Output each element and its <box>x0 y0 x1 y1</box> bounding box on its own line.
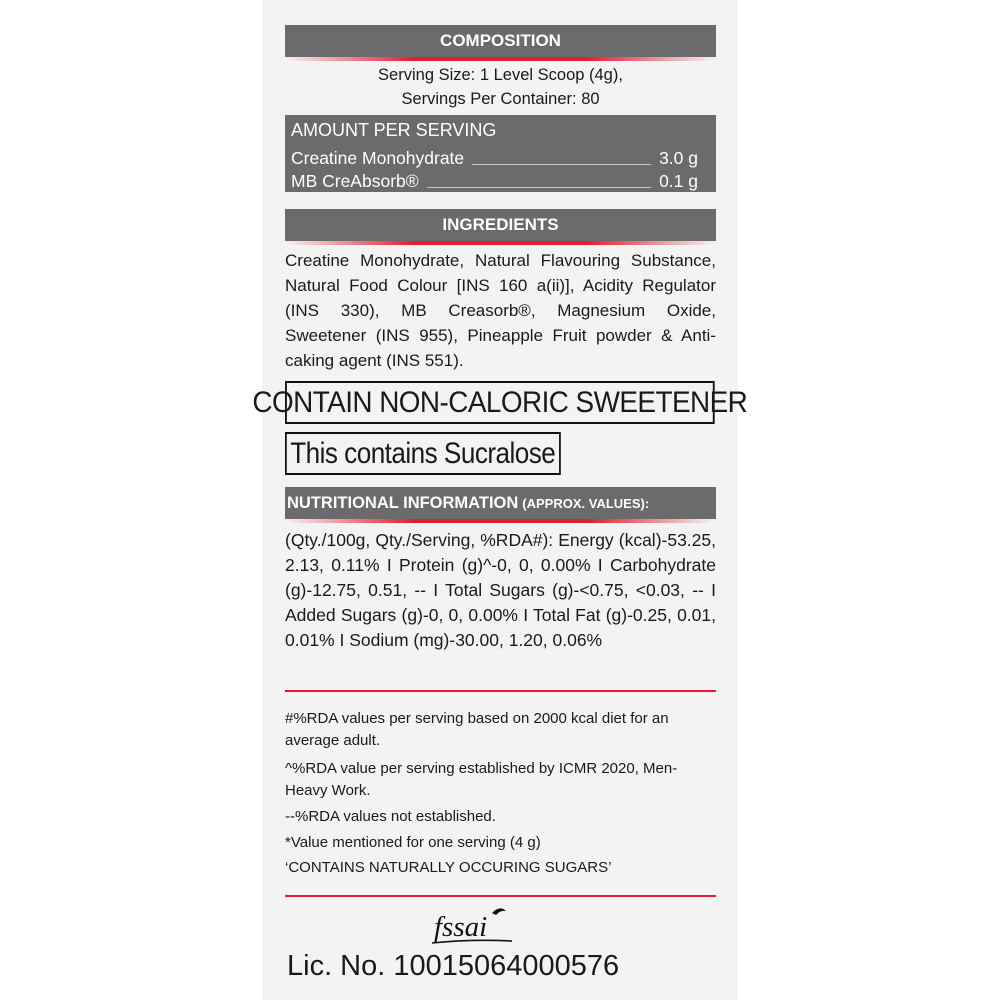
amount-per-serving-box <box>285 115 716 192</box>
divider <box>285 895 716 897</box>
nutrition-text: (Qty./100g, Qty./Serving, %RDA#): Energy (kcal)-53.25, 2.13, 0.11% I Protein (g)^-0, 0, 0.00% I Carbohydrate (g)-12.75, 0.51, -- I Total Sugars (g)-<0.75, <0.03, -- I Added Sugars (g)-0, 0, 0.00% I Total Fat (g)-0.25, 0.01, 0.01% I Sodium (mg)-30.00, 1.20, 0.06% <box>285 530 716 650</box>
icmr-note: ^%RDA value per serving established by ICMR 2020, Men-Heavy Work. <box>285 760 678 799</box>
fssai-logo <box>430 903 516 951</box>
ingredient-amount: 3.0 g <box>659 147 698 168</box>
amount-per-serving-title: AMOUNT PER SERVING <box>291 120 497 140</box>
composition-heading-text: COMPOSITION <box>440 31 561 50</box>
ingredients-heading-text: INGREDIENTS <box>442 215 559 234</box>
ingredient-name: Creatine Monohydrate <box>291 147 465 168</box>
divider <box>285 690 716 692</box>
leader-line <box>427 187 651 188</box>
composition-heading <box>285 25 716 57</box>
composition-row <box>291 147 698 169</box>
nutrition-heading-text: NUTRITIONAL INFORMATION <box>287 493 519 512</box>
composition-row <box>291 170 698 192</box>
non-caloric-sweetener-warning: CONTAIN NON-CALORIC SWEETENER <box>285 381 715 424</box>
ingredients-heading <box>285 209 716 241</box>
sucralose-notice: This contains Sucralose <box>285 432 561 475</box>
fssai-logo-text: fssai <box>434 911 488 943</box>
license-number: Lic. No. 10015064000576 <box>287 950 620 982</box>
ingredients-text: Creatine Monohydrate, Natural Flavouring Substance, Natural Food Colour [INS 160 a(ii)], Acidity Regulator (INS 330), MB Creasorb®, Magnesium Oxide, Sweetener (INS 955), Pineapple Fruit powder & Anti-caking agent (INS 551). <box>285 251 716 370</box>
rda-not-established-note: --%RDA values not established. <box>285 808 496 825</box>
natural-sugars-note: ‘CONTAINS NATURALLY OCCURING SUGARS’ <box>285 859 612 876</box>
nutrition-heading <box>285 487 716 519</box>
ingredient-amount: 0.1 g <box>659 170 698 191</box>
fssai-leaf-mark <box>492 908 506 915</box>
nutrition-heading-suffix: (APPROX. VALUES): <box>522 495 650 511</box>
serving-size: Serving Size: 1 Level Scoop (4g), <box>378 66 623 84</box>
leader-line <box>472 164 651 165</box>
ingredient-name: MB CreAbsorb® <box>291 170 419 191</box>
rda-diet-note: #%RDA values per serving based on 2000 kcal diet for an average adult. <box>285 710 669 749</box>
servings-per-container: Servings Per Container: 80 <box>401 90 600 108</box>
one-serving-note: *Value mentioned for one serving (4 g) <box>285 834 541 851</box>
